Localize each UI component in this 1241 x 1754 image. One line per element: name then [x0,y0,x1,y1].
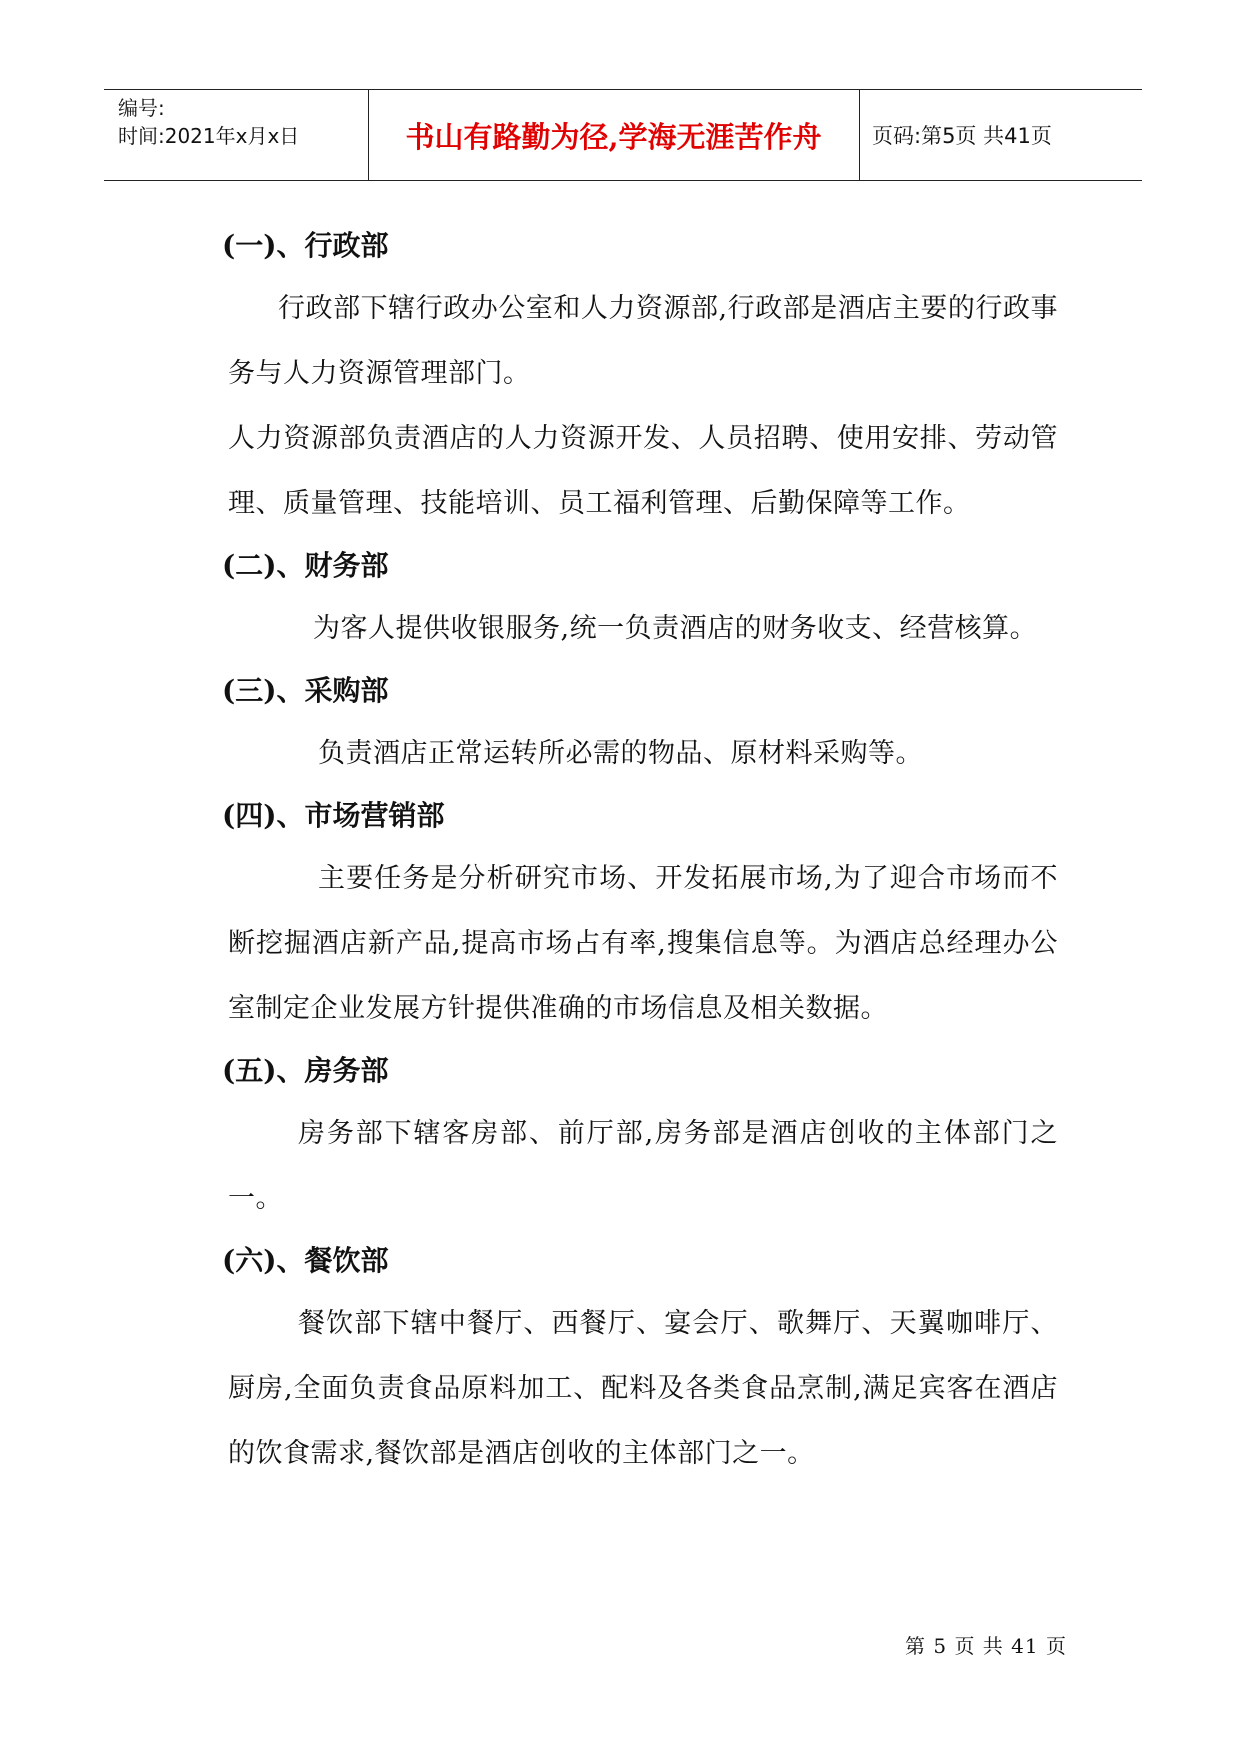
header-divider-right [859,90,860,180]
paragraph: 行政部下辖行政办公室和人力资源部,行政部是酒店主要的行政事务与人力资源管理部门。 [228,293,1058,389]
paragraph: 餐饮部下辖中餐厅、西餐厅、宴会厅、歌舞厅、天翼咖啡厅、厨房,全面负责食品原料加工、配料及各类食品烹制,满足宾客在酒店的饮食需求,餐饮部是酒店创收的主体部门之一。 [228,1308,1058,1469]
document-body [222,216,1058,1486]
section-heading-finance: (二)、财务部 [222,549,389,582]
page-header [104,89,1142,181]
section-heading-admin: (一)、行政部 [222,229,389,262]
paragraph: 为客人提供收银服务,统一负责酒店的财务收支、经营核算。 [313,613,1038,644]
paragraph: 房务部下辖客房部、前厅部,房务部是酒店创收的主体部门之一。 [228,1118,1058,1214]
paragraph: 人力资源部负责酒店的人力资源开发、人员招聘、使用安排、劳动管理、质量管理、技能培训、员工福利管理、后勤保障等工作。 [228,423,1058,519]
paragraph: 主要任务是分析研究市场、开发拓展市场,为了迎合市场而不断挖掘酒店新产品,提高市场占有率,搜集信息等。为酒店总经理办公室制定企业发展方针提供准确的市场信息及相关数据。 [228,863,1058,1024]
header-motto: 书山有路勤为径,学海无涯苦作舟 [405,119,822,154]
paragraph: 负责酒店正常运转所必需的物品、原材料采购等。 [318,738,923,769]
section-heading-food-beverage: (六)、餐饮部 [222,1244,389,1277]
section-heading-rooms: (五)、房务部 [222,1054,389,1087]
header-page-number: 页码:第5页 共41页 [872,124,1052,148]
page-footer-number: 第 5 页 共 41 页 [905,1634,1067,1658]
section-heading-marketing: (四)、市场营销部 [222,799,445,832]
document-date-label: 时间:2021年x月x日 [118,124,300,148]
document-number-label: 编号: [118,96,165,120]
section-heading-purchasing: (三)、采购部 [222,674,389,707]
header-meta [118,94,299,150]
